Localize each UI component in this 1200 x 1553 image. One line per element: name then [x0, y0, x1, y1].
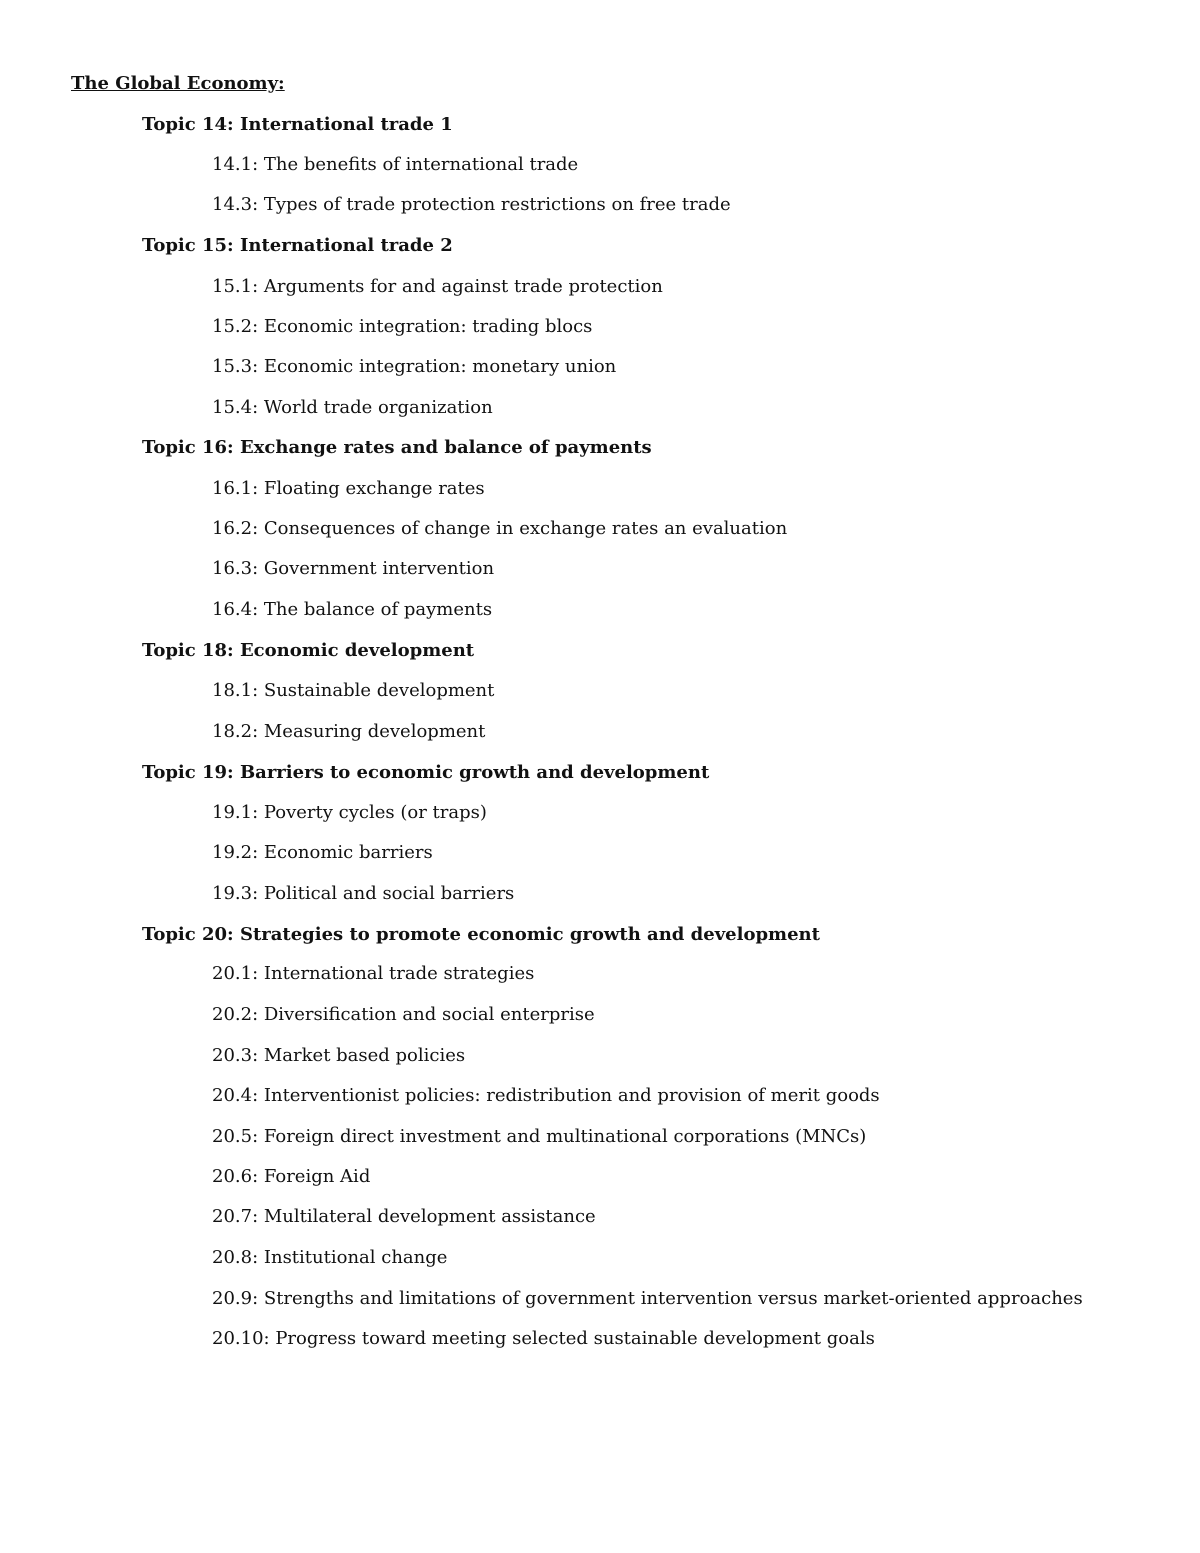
- subtopic-item: 20.9: Strengths and limitations of government intervention versus market-oriented approaches: [212, 1288, 1083, 1309]
- subtopic-item: 20.5: Foreign direct investment and multinational corporations (MNCs): [212, 1126, 867, 1147]
- document-title: The Global Economy:: [71, 73, 285, 94]
- subtopic-item: 15.4: World trade organization: [212, 397, 493, 418]
- topic-heading: Topic 20: Strategies to promote economic growth and development: [142, 924, 820, 945]
- subtopic-item: 16.4: The balance of payments: [212, 599, 493, 620]
- subtopic-item: 18.2: Measuring development: [212, 721, 486, 742]
- subtopic-item: 14.3: Types of trade protection restrictions on free trade: [212, 194, 731, 215]
- subtopic-item: 19.3: Political and social barriers: [212, 883, 515, 904]
- subtopic-item: 15.3: Economic integration: monetary union: [212, 356, 617, 377]
- topic-heading: Topic 19: Barriers to economic growth and development: [142, 762, 710, 783]
- topic-heading: Topic 14: International trade 1: [142, 114, 453, 135]
- topic-heading: Topic 15: International trade 2: [142, 235, 453, 256]
- subtopic-item: 16.2: Consequences of change in exchange rates an evaluation: [212, 518, 788, 539]
- subtopic-item: 16.1: Floating exchange rates: [212, 478, 485, 499]
- subtopic-item: 16.3: Government intervention: [212, 558, 495, 579]
- subtopic-item: 19.1: Poverty cycles (or traps): [212, 802, 487, 823]
- subtopic-item: 20.7: Multilateral development assistance: [212, 1206, 596, 1227]
- subtopic-item: 20.1: International trade strategies: [212, 963, 535, 984]
- subtopic-item: 15.1: Arguments for and against trade protection: [212, 276, 663, 297]
- subtopic-item: 14.1: The benefits of international trade: [212, 154, 579, 175]
- subtopic-item: 20.4: Interventionist policies: redistribution and provision of merit goods: [212, 1085, 880, 1106]
- subtopic-item: 20.10: Progress toward meeting selected sustainable development goals: [212, 1328, 875, 1349]
- subtopic-item: 18.1: Sustainable development: [212, 680, 495, 701]
- topic-heading: Topic 18: Economic development: [142, 640, 475, 661]
- subtopic-item: 19.2: Economic barriers: [212, 842, 433, 863]
- subtopic-item: 20.8: Institutional change: [212, 1247, 448, 1268]
- subtopic-item: 15.2: Economic integration: trading blocs: [212, 316, 593, 337]
- subtopic-item: 20.3: Market based policies: [212, 1045, 466, 1066]
- subtopic-item: 20.2: Diversification and social enterprise: [212, 1004, 595, 1025]
- subtopic-item: 20.6: Foreign Aid: [212, 1166, 371, 1187]
- topic-heading: Topic 16: Exchange rates and balance of payments: [142, 437, 652, 458]
